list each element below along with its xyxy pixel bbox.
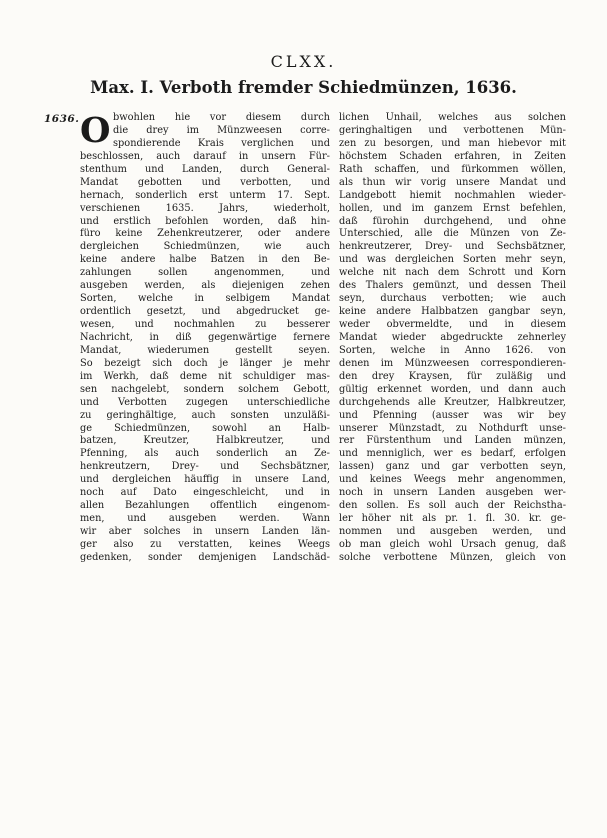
text-line: keine andere Halbbatzen gangbar seyn,	[339, 306, 566, 318]
text-line: und Verbotten zugegen unterschiedliche	[80, 396, 330, 408]
text-line: den drey Kraysen, für zuläßig und	[339, 370, 566, 382]
text-line: ausgeben werden, als diejenigen zehen	[80, 280, 330, 292]
text-line: und keines Weegs mehr angenommen,	[339, 474, 566, 486]
text-line: hollen, und im ganzem Ernst befehlen,	[339, 202, 566, 214]
text-line: ger also zu verstatten, keines Weegs	[80, 538, 330, 550]
text-line: solche verbottene Münzen, gleich von	[339, 551, 566, 563]
text-line: rer Fürstenthum und Landen münzen,	[339, 435, 566, 447]
text-line: zu geringhältige, auch sonsten unzuläßi-	[80, 409, 330, 421]
text-line: unserer Münzstadt, zu Nothdurft unse-	[339, 422, 566, 434]
text-line: dergleichen Schiedmünzen, wie auch	[80, 241, 330, 253]
text-line: des Thalers gemünzt, und dessen Theil	[339, 280, 566, 292]
text-line: Unterschied, alle die Münzen von Ze-	[339, 228, 566, 240]
text-line: und was dergleichen Sorten mehr seyn,	[339, 254, 566, 266]
text-line: spondierende Krais verglichen und	[113, 137, 330, 149]
text-line: und erstlich befohlen worden, daß hin-	[80, 215, 330, 227]
text-line: und dergleichen häuffig in unsere Land,	[80, 474, 330, 486]
text-line: gedenken, sonder demjenigen Landschäd-	[80, 551, 330, 563]
text-line: lassen) ganz und gar verbotten seyn,	[339, 461, 566, 473]
text-line: Sorten, welche in selbigem Mandat	[80, 293, 330, 305]
text-line: höchstem Schaden erfahren, in Zeiten	[339, 150, 566, 162]
text-line: So bezeigt sich doch je länger je mehr	[80, 357, 330, 369]
text-line: welche nit nach dem Schrott und Korn	[339, 267, 566, 279]
text-line: noch auf Dato eingeschleicht, und in	[80, 487, 330, 499]
left-column	[80, 112, 330, 565]
text-line: weder obvermeldte, und in diesem	[339, 319, 566, 330]
left-column-dropcap-lines	[113, 112, 330, 151]
text-line: bwohlen hie vor diesem durch	[113, 112, 330, 123]
text-line: stenthum und Landen, durch General-	[80, 163, 330, 175]
text-line: ge Schiedmünzen, sowohl an Halb-	[80, 422, 330, 434]
text-line: denen im Münzweesen correspondieren-	[339, 357, 566, 369]
right-column	[339, 112, 566, 565]
text-line: geringhaltigen und verbottenen Mün-	[339, 124, 566, 136]
text-line: batzen, Kreutzer, Halbkreutzer, und	[80, 435, 330, 447]
left-column-lines	[80, 151, 330, 565]
two-column-text-block	[80, 112, 566, 565]
text-line: füro keine Zehenkreutzerer, oder andere	[80, 228, 330, 240]
text-line: sen nachgelebt, sondern solchem Gebott,	[80, 383, 330, 395]
text-line: ler höher nit als pr. 1. fl. 30. kr. ge-	[339, 513, 566, 525]
text-line: und menniglich, wer es bedarf, erfolgen	[339, 448, 566, 460]
text-line: ordentlich gesetzt, und abgedrucket ge-	[80, 306, 330, 318]
text-line: Rath schaffen, und fürkommen wöllen,	[339, 163, 566, 175]
text-line: hernach, sonderlich erst unterm 17. Sept.	[80, 189, 330, 201]
text-line: verschienen 1635. Jahrs, wiederholt,	[80, 202, 330, 214]
text-line: wesen, und nochmahlen zu besserer	[80, 319, 330, 330]
dropcap-initial: O	[80, 110, 111, 151]
text-line: wir aber solches in unsern Landen län-	[80, 526, 330, 537]
text-line: henkreutzerer, Drey- und Sechsbätzner,	[339, 241, 566, 253]
text-line: gültig erkennet worden, und dann auch	[339, 383, 566, 395]
text-line: allen Bezahlungen offentlich eingenom-	[80, 500, 330, 512]
text-line: seyn, durchaus verbotten; wie auch	[339, 293, 566, 305]
text-line: und Pfenning (ausser was wir bey	[339, 409, 566, 421]
text-line: Nachricht, in diß gegenwärtige fernere	[80, 331, 330, 343]
text-line: keine andere halbe Batzen in den Be-	[80, 254, 330, 266]
text-line: noch in unsern Landen ausgeben wer-	[339, 487, 566, 499]
text-line: Mandat wieder abgedruckte zehnerley	[339, 331, 566, 343]
text-line: Sorten, welche in Anno 1626. von	[339, 344, 566, 356]
text-line: als thun wir vorig unsere Mandat und	[339, 176, 566, 188]
text-line: henkreutzern, Drey- und Sechsbätzner,	[80, 461, 330, 473]
right-column-lines	[339, 112, 566, 565]
text-line: Landgebott hiemit nochmahlen wieder-	[339, 189, 566, 201]
text-line: beschlossen, auch darauf in unsern Für-	[80, 150, 330, 162]
text-line: durchgehends alle Kreutzer, Halbkreutzer,	[339, 396, 566, 408]
text-line: im Werkh, daß deme nit schuldiger mas-	[80, 370, 330, 382]
text-line: den sollen. Es soll auch der Reichstha-	[339, 500, 566, 512]
dropcap-paragraph-start	[80, 112, 330, 151]
margin-year-note: 1636.	[44, 113, 80, 125]
text-line: men, und ausgeben werden. Wann	[80, 513, 330, 525]
text-line: Mandat gebotten und verbotten, und	[80, 176, 330, 188]
text-line: zahlungen sollen angenommen, und	[80, 267, 330, 279]
text-line: zen zu besorgen, und man hiebevor mit	[339, 137, 566, 149]
document-title: Max. I. Verboth fremder Schiedmünzen, 1636.	[90, 78, 517, 97]
text-line: daß fürohin durchgehend, und ohne	[339, 215, 566, 227]
text-line: Mandat, wiederumen gestellt seyen.	[80, 344, 330, 356]
text-line: nommen und ausgeben werden, und	[339, 526, 566, 537]
text-line: die drey im Münzweesen corre-	[113, 124, 330, 136]
text-line: lichen Unhail, welches aus solchen	[339, 112, 566, 123]
text-line: ob man gleich wohl Ursach genug, daß	[339, 538, 566, 550]
text-line: Pfenning, als auch sonderlich an Ze-	[80, 448, 330, 460]
page-number-roman: CLXX.	[270, 52, 337, 71]
